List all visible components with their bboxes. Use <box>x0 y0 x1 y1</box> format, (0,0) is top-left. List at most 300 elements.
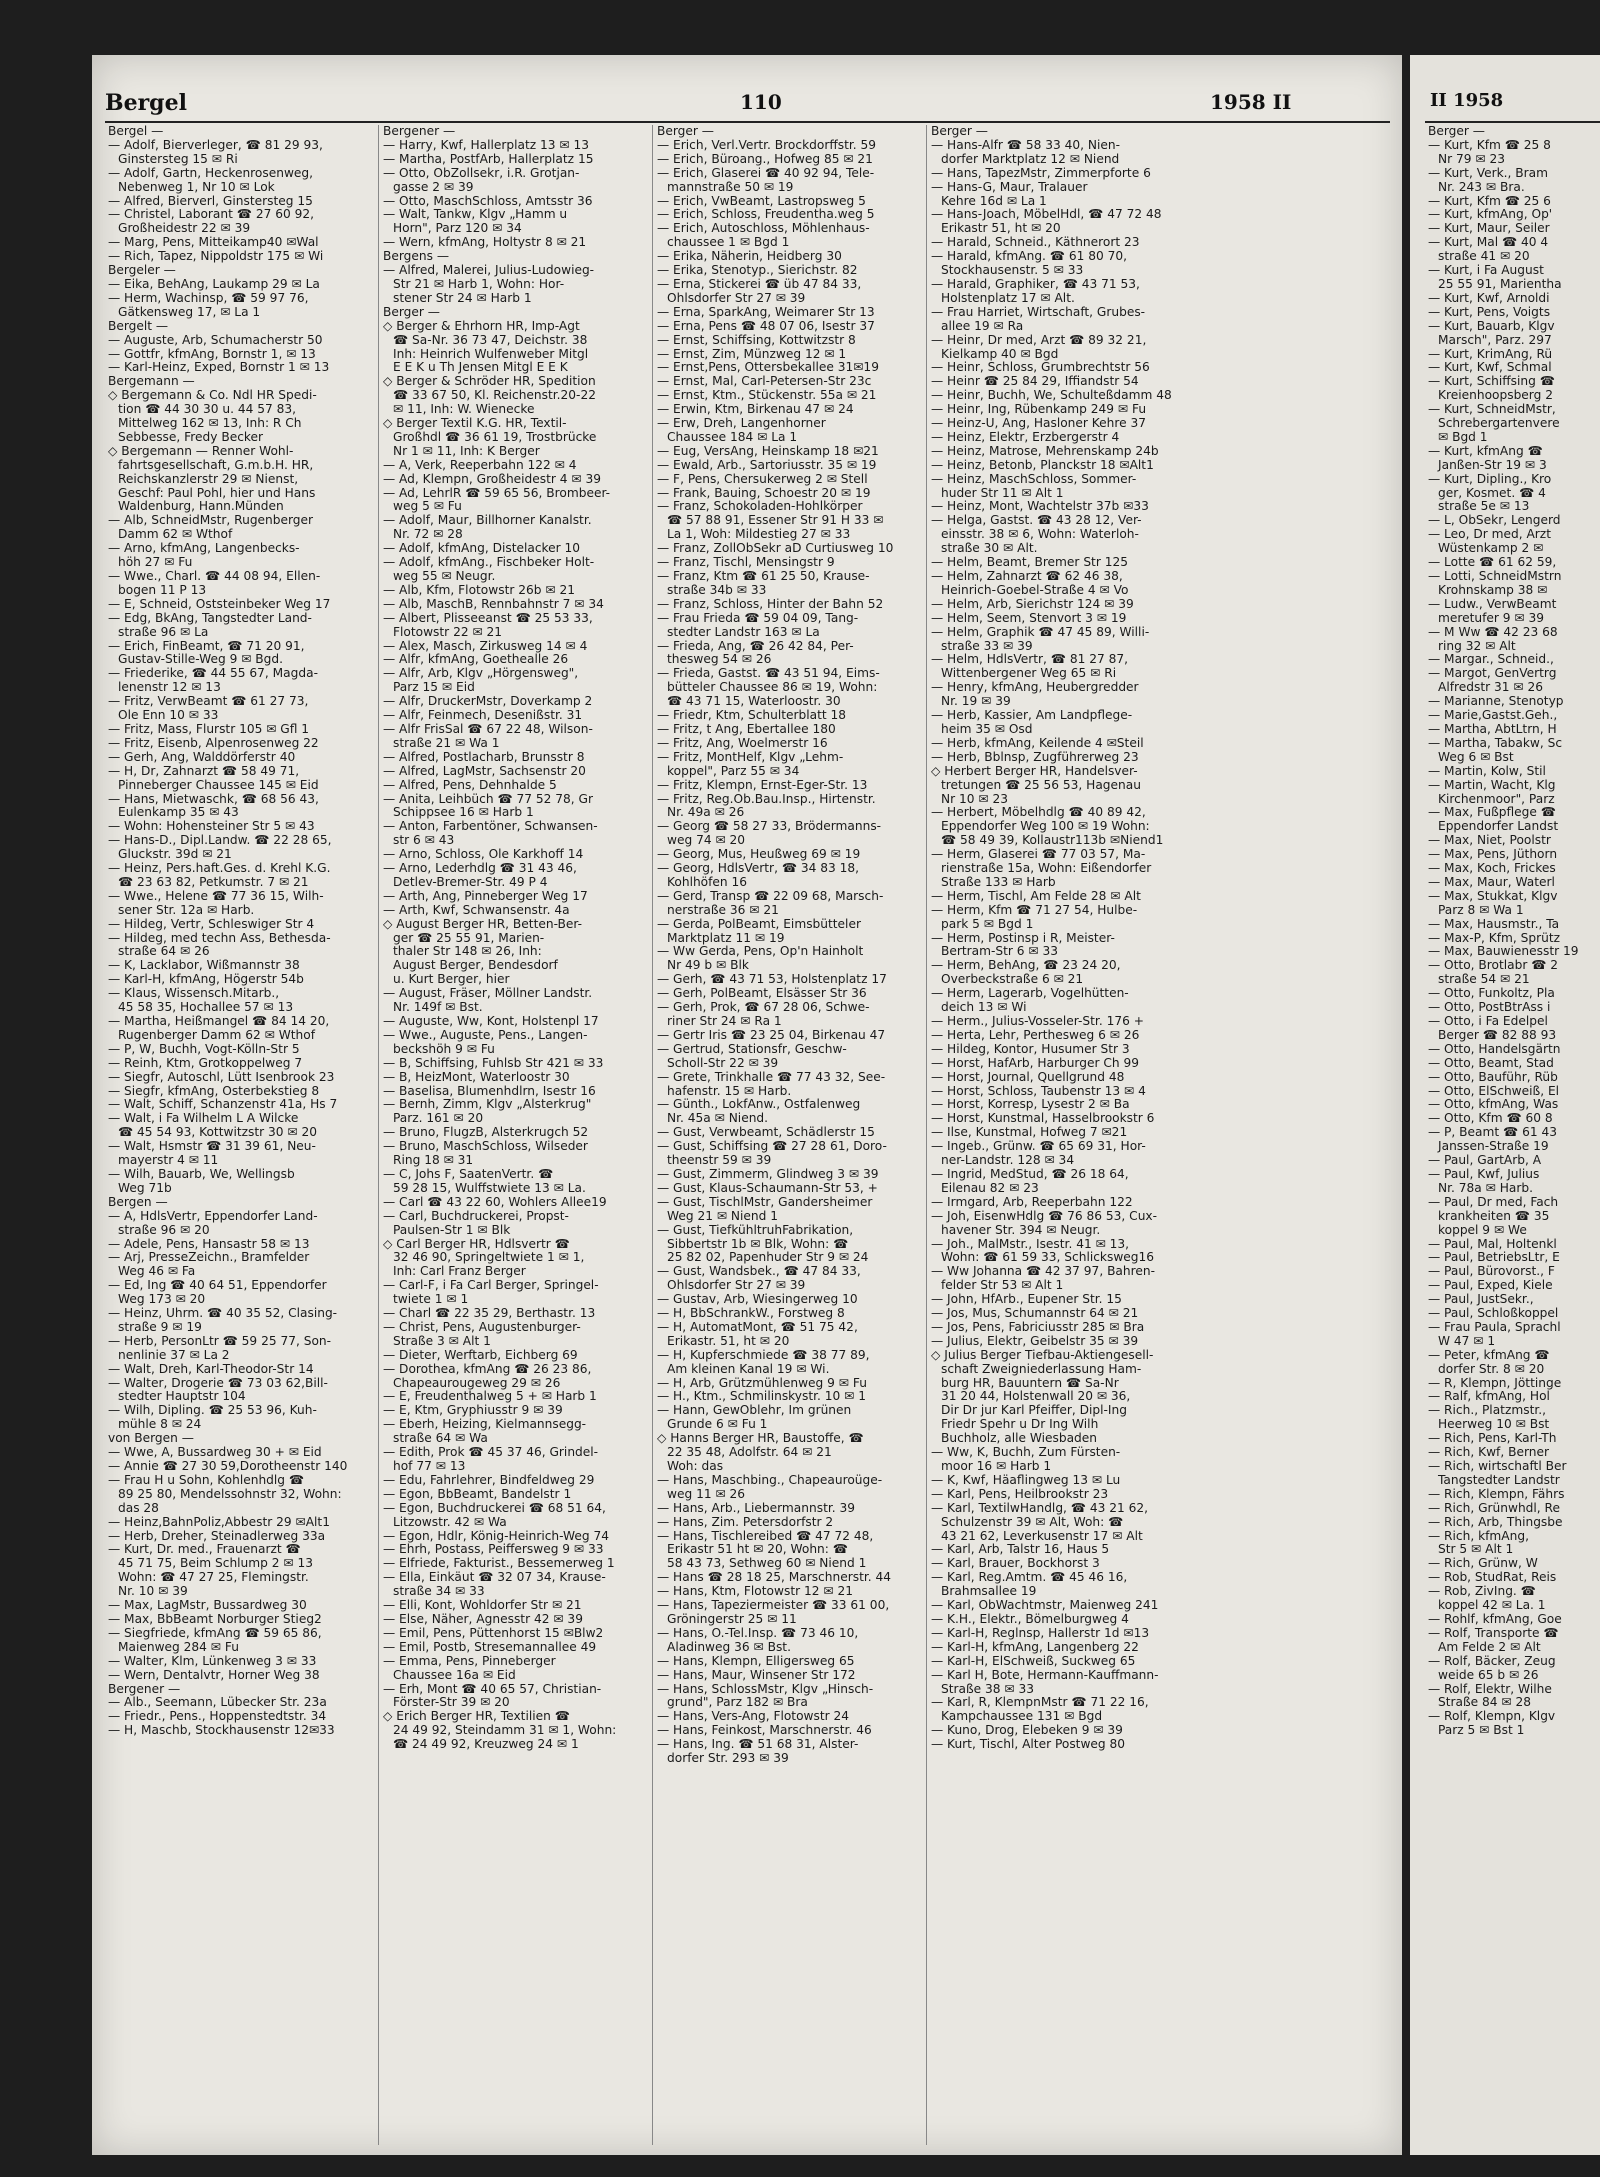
directory-entry: straße 34b ✉ 33 <box>667 583 767 597</box>
column-2 <box>383 125 647 2145</box>
directory-entry: — Edg, BkAng, Tangstedter Land- <box>108 611 312 625</box>
directory-entry: — Günth., LokfAnw., Ostfalenweg <box>657 1098 861 1112</box>
directory-entry: — Arj, PresseZeichn., Bramfelder <box>108 1251 310 1265</box>
directory-entry: Str 5 ✉ Alt 1 <box>1438 1543 1514 1557</box>
directory-entry: — Fritz, Mass, Flurstr 105 ✉ Gfl 1 <box>108 722 310 736</box>
directory-entry: Heerweg 10 ✉ Bst <box>1438 1418 1550 1432</box>
directory-entry: — B, HeizMont, Waterloostr 30 <box>383 1070 570 1084</box>
directory-entry: nerstraße 36 ✉ 21 <box>667 903 779 917</box>
directory-entry: Nebenweg 1, Nr 10 ✉ Lok <box>118 180 275 194</box>
directory-entry: — Erich, Verl.Vertr. Brockdorffstr. 59 <box>657 138 877 152</box>
directory-entry: — Paul, Kwf, Julius <box>1428 1167 1540 1181</box>
directory-entry: — Rich, Kwf, Berner <box>1428 1446 1549 1460</box>
directory-entry: Gröningerstr 25 ✉ 11 <box>667 1612 797 1626</box>
directory-entry: — Hans, Maur, Winsener Str 172 <box>657 1668 856 1682</box>
directory-entry: — Adolf, Maur, Billhorner Kanalstr. <box>383 514 592 528</box>
directory-entry: — Heinr, Buchh, We, Schulteßdamm 48 <box>931 389 1172 403</box>
directory-entry: tretungen ☎ 25 56 53, Hagenau <box>941 778 1141 792</box>
directory-entry: — Lotte ☎ 61 62 59, <box>1428 556 1557 570</box>
directory-entry: — Siegfr, kfmAng, Osterbekstieg 8 <box>108 1084 320 1098</box>
directory-entry: — M Ww ☎ 42 23 68 <box>1428 625 1558 639</box>
directory-entry: — August, Fräser, Möllner Landstr. <box>383 987 593 1001</box>
directory-entry: — Horst, Korresp, Lysestr 2 ✉ Ba <box>931 1098 1130 1112</box>
directory-entry: — Erna, SparkAng, Weimarer Str 13 <box>657 305 875 319</box>
directory-entry: — Alfred, Pens, Dehnhalde 5 <box>383 778 557 792</box>
directory-entry: Aladinweg 36 ✉ Bst. <box>667 1640 791 1654</box>
directory-entry: Erikastr 51 ht ✉ 20, Wohn: ☎ <box>667 1543 848 1557</box>
directory-entry: 22 35 48, Adolfstr. 64 ✉ 21 <box>667 1446 832 1460</box>
directory-entry: — Leo, Dr med, Arzt <box>1428 528 1551 542</box>
directory-entry: — Gerh, Ang, Walddörferstr 40 <box>108 750 296 764</box>
directory-entry: — Adele, Pens, Hansastr 58 ✉ 13 <box>108 1237 310 1251</box>
directory-entry: — Frau Harriet, Wirtschaft, Grubes- <box>931 305 1146 319</box>
directory-entry: 43 21 62, Leverkusenstr 17 ✉ Alt <box>941 1529 1143 1543</box>
directory-entry: 58 43 73, Sethweg 60 ✉ Niend 1 <box>667 1557 867 1571</box>
directory-entry: — Ingeb., Grünw. ☎ 65 69 31, Hor- <box>931 1140 1146 1154</box>
directory-entry: — Helm, Zahnarzt ☎ 62 46 38, <box>931 570 1123 583</box>
directory-entry: — Kurt, KrimAng, Rü <box>1428 347 1553 361</box>
directory-entry: Berger — <box>1428 125 1485 138</box>
year-volume: 1958 II <box>1210 90 1292 114</box>
directory-entry: lenenstr 12 ✉ 13 <box>118 681 221 695</box>
directory-entry: — Rich, Pens, Karl-Th <box>1428 1432 1557 1446</box>
directory-entry: Janssen-Straße 19 <box>1438 1140 1549 1154</box>
directory-entry: — Helm, Graphik ☎ 47 45 89, Willi- <box>931 625 1150 639</box>
directory-entry: — Alb, MaschB, Rennbahnstr 7 ✉ 34 <box>383 597 604 611</box>
directory-entry: Rugenberger Damm 62 ✉ Wthof <box>118 1028 315 1042</box>
directory-entry: — Herb, kfmAng, Keilende 4 ✉Steil <box>931 736 1144 750</box>
directory-entry: — Kurt, Dr. med., Frauenarzt ☎ <box>108 1543 301 1557</box>
directory-entry: — E, Freudenthalweg 5 + ✉ Harb 1 <box>383 1390 597 1404</box>
directory-entry: Bertram-Str 6 ✉ 33 <box>941 945 1059 959</box>
directory-entry: — Marg, Pens, Mitteikamp40 ✉Wal <box>108 236 319 250</box>
directory-entry: — Wwe, A, Bussardweg 30 + ✉ Eid <box>108 1446 322 1460</box>
directory-entry: Erikastr 51, ht ✉ 20 <box>941 222 1061 236</box>
directory-entry: rienstraße 15a, Wohn: Eißendorfer <box>941 862 1152 876</box>
directory-entry: — Gustav, Arb, Wiesingerweg 10 <box>657 1293 858 1307</box>
column-3 <box>657 125 921 2145</box>
directory-entry: — Frieda, Ang, ☎ 26 42 84, Per- <box>657 639 854 653</box>
directory-entry: — Heinz, Matrose, Mehrenskamp 24b <box>931 444 1159 458</box>
directory-entry: koppel", Parz 55 ✉ 34 <box>667 764 800 778</box>
directory-entry: — Paul, Exped, Kiele <box>1428 1279 1553 1293</box>
directory-entry: Nr. 49a ✉ 26 <box>667 806 745 820</box>
directory-entry: Parz 8 ✉ Wa 1 <box>1438 903 1524 917</box>
directory-entry: — Annie ☎ 27 30 59,Dorotheenstr 140 <box>108 1460 348 1473</box>
directory-entry: — Herb, Dreher, Steinadlerweg 33a <box>108 1529 326 1543</box>
directory-entry: — Otto, PostBtrAss i <box>1428 1001 1551 1015</box>
directory-entry: — Margar., Schneid., <box>1428 653 1554 667</box>
directory-entry: — Alfr FrisSal ☎ 67 22 48, Wilson- <box>383 722 593 736</box>
directory-entry: — Friedr., Pens., Hoppenstedtstr. 34 <box>108 1710 327 1724</box>
directory-entry: — Kurt, Bauarb, Klgv <box>1428 319 1555 333</box>
directory-entry: sener Str. 12a ✉ Harb. <box>118 903 255 917</box>
directory-entry: Nr. 10 ✉ 39 <box>118 1585 188 1599</box>
directory-entry: — Kuno, Drog, Elebeken 9 ✉ 39 <box>931 1724 1123 1738</box>
directory-entry: — Gertr Iris ☎ 23 25 04, Birkenau 47 <box>657 1028 886 1042</box>
directory-entry: — Kurt, Kwf, Arnoldi <box>1428 291 1550 305</box>
directory-entry: — Gust, Wandsbek., ☎ 47 84 33, <box>657 1265 861 1279</box>
directory-entry: — H, Dr, Zahnarzt ☎ 58 49 71, <box>108 764 300 778</box>
directory-entry: — Martin, Kolw, Stil <box>1428 764 1546 778</box>
directory-entry: — Wilh, Bauarb, We, Wellingsb <box>108 1167 295 1181</box>
directory-entry: stedter Landstr 163 ✉ La <box>667 625 820 639</box>
directory-entry: — Marie,Gastst.Geh., <box>1428 709 1558 723</box>
directory-entry: — Anton, Farbentöner, Schwansen- <box>383 820 598 834</box>
directory-entry: Chaussee 184 ✉ La 1 <box>667 430 798 444</box>
directory-entry: Wohn: ☎ 47 27 25, Flemingstr. <box>118 1571 309 1585</box>
directory-entry: ☎ Sa-Nr. 36 73 47, Deichstr. 38 <box>393 333 588 347</box>
directory-entry: — Adolf, kfmAng, Distelacker 10 <box>383 542 581 556</box>
directory-entry: — Herm, Glaserei ☎ 77 03 57, Ma- <box>931 848 1146 862</box>
directory-entry: 25 55 91, Marientha <box>1438 277 1562 291</box>
directory-entry: Kielkamp 40 ✉ Bgd <box>941 347 1059 361</box>
directory-entry: — Paul, Mal, Holtenkl <box>1428 1237 1557 1251</box>
directory-entry: — Walt, i Fa Wilhelm L A Wilcke <box>108 1112 299 1126</box>
directory-entry: — Heinr, Ing, Rübenkamp 249 ✉ Fu <box>931 403 1147 417</box>
directory-entry: Reichskanzlerstr 29 ✉ Nienst, <box>118 472 299 486</box>
directory-entry: Weg 173 ✉ 20 <box>118 1293 206 1307</box>
directory-entry: 32 46 90, Springeltwiete 1 ✉ 1, <box>393 1251 585 1265</box>
directory-entry: — Gust, Klaus-Schaumann-Str 53, + <box>657 1181 878 1195</box>
directory-entry: — Karl, Brauer, Bockhorst 3 <box>931 1557 1100 1571</box>
directory-entry: — Kurt, Kwf, Schmal <box>1428 361 1552 375</box>
column-5-next-page <box>1428 125 1600 2145</box>
directory-entry: — Horst, Schloss, Taubenstr 13 ✉ 4 <box>931 1084 1146 1098</box>
directory-entry: — Otto, MaschSchloss, Amtsstr 36 <box>383 194 593 208</box>
directory-entry: Tangstedter Landstr <box>1438 1473 1560 1487</box>
directory-entry: straße 5e ✉ 13 <box>1438 500 1530 514</box>
directory-entry: — Carl, Buchdruckerei, Propst- <box>383 1209 569 1223</box>
directory-entry: Ring 18 ✉ 31 <box>393 1154 474 1168</box>
directory-entry: — Erich, FinBeamt, ☎ 71 20 91, <box>108 639 305 653</box>
directory-entry: — Frau H u Sohn, Kohlenhdlg ☎ <box>108 1473 305 1487</box>
directory-entry: — Herm, BehAng, ☎ 23 24 20, <box>931 959 1121 973</box>
directory-entry: — Hans, Ktm, Flotowstr 12 ✉ 21 <box>657 1585 853 1599</box>
directory-entry: 45 71 75, Beim Schlump 2 ✉ 13 <box>118 1557 313 1571</box>
directory-entry: weg 74 ✉ 20 <box>667 834 746 848</box>
directory-entry: Flotowstr 22 ✉ 21 <box>393 625 503 639</box>
directory-entry: ◇ Erich Berger HR, Textilien ☎ <box>383 1710 570 1724</box>
directory-entry: — Otto, Kfm ☎ 60 8 <box>1428 1112 1553 1126</box>
directory-entry: — Hans-G, Maur, Tralauer <box>931 180 1088 194</box>
directory-entry: — Heinr, Schloss, Grumbrechtstr 56 <box>931 361 1150 375</box>
directory-entry: — Gerh, PolBeamt, Elsässer Str 36 <box>657 987 867 1001</box>
directory-entry: — Rich, Grünwhdl, Re <box>1428 1501 1560 1515</box>
directory-entry: — Karl, TextilwHandlg, ☎ 43 21 62, <box>931 1501 1149 1515</box>
directory-entry: — Karl H, Bote, Hermann-Kauffmann- <box>931 1668 1159 1682</box>
directory-entry: — Erich, VwBeamt, Lastropsweg 5 <box>657 194 866 208</box>
directory-entry: Dir Dr jur Karl Pfeiffer, Dipl-Ing <box>941 1404 1127 1418</box>
directory-entry: — Horst, Kunstmal, Hasselbrookstr 6 <box>931 1112 1155 1126</box>
directory-entry: — L, ObSekr, Lengerd <box>1428 514 1561 528</box>
directory-entry: — Hans, Zim. Petersdorfstr 2 <box>657 1515 834 1529</box>
directory-entry: — Hans, O.-Tel.Insp. ☎ 73 46 10, <box>657 1626 859 1640</box>
directory-entry: Nr. 19 ✉ 39 <box>941 695 1011 709</box>
directory-entry: meretufer 9 ✉ 39 <box>1438 611 1545 625</box>
directory-entry: — Georg ☎ 58 27 33, Brödermanns- <box>657 820 882 834</box>
directory-entry: — Arth, Ang, Pinneberger Weg 17 <box>383 889 588 903</box>
directory-entry: — Gerh, ☎ 43 71 53, Holstenplatz 17 <box>657 973 887 987</box>
directory-entry: — Erich, Glaserei ☎ 40 92 94, Tele- <box>657 166 875 180</box>
directory-entry: ☎ 45 54 93, Kottwitzstr 30 ✉ 20 <box>118 1126 317 1140</box>
directory-entry: — Ella, Einkäut ☎ 32 07 34, Krause- <box>383 1571 606 1585</box>
directory-entry: Sebbesse, Fredy Becker <box>118 430 264 444</box>
directory-entry: Sibbertstr 1b ✉ Blk, Wohn: ☎ <box>667 1237 849 1251</box>
directory-entry: schaft Zweigniederlassung Ham- <box>941 1362 1142 1376</box>
directory-entry: — Rohlf, kfmAng, Goe <box>1428 1612 1562 1626</box>
directory-entry: — Hildeg, Vertr, Schleswiger Str 4 <box>108 917 315 931</box>
directory-entry: ner-Landstr. 128 ✉ 34 <box>941 1154 1075 1168</box>
directory-entry: — Walt, Tankw, Klgv „Hamm u <box>383 208 568 222</box>
column-separator <box>926 125 927 2145</box>
directory-entry: — Reinh, Ktm, Grotkoppelweg 7 <box>108 1056 303 1070</box>
directory-entry: — Harald, Schneid., Käthnerort 23 <box>931 236 1140 250</box>
directory-entry: — Otto, i Fa Edelpel <box>1428 1015 1548 1028</box>
directory-entry: — Walt, Dreh, Karl-Theodor-Str 14 <box>108 1362 314 1376</box>
directory-entry: weg 5 ✉ Fu <box>393 500 462 514</box>
directory-entry: — Ernst,Pens, Ottersbekallee 31✉19 <box>657 361 879 375</box>
directory-entry: — Karl-H, ElSchweiß, Suckweg 65 <box>931 1654 1136 1668</box>
directory-entry: Berger — <box>657 125 714 138</box>
directory-entry: — Otto, ObZollsekr, i.R. Grotjan- <box>383 166 580 180</box>
directory-entry: — Karl-Heinz, Exped, Bornstr 1 ✉ 13 <box>108 361 330 375</box>
directory-entry: — Carl-F, i Fa Carl Berger, Springel- <box>383 1279 599 1293</box>
directory-entry: — Auguste, Ww, Kont, Holstenpl 17 <box>383 1015 599 1028</box>
directory-entry: — Siegfr, Autoschl, Lütt Isenbrook 23 <box>108 1070 335 1084</box>
directory-entry: straße 41 ✉ 20 <box>1438 250 1530 264</box>
directory-entry: — Heinz,BahnPoliz,Abbestr 29 ✉Alt1 <box>108 1515 330 1529</box>
directory-entry: Bergens — <box>383 250 450 264</box>
directory-entry: weg 55 ✉ Neugr. <box>393 570 496 583</box>
directory-entry: Chapeaurougeweg 29 ✉ 26 <box>393 1376 561 1390</box>
directory-entry: — Irmgard, Arb, Reeperbahn 122 <box>931 1195 1133 1209</box>
directory-entry: — Alb, Kfm, Flotowstr 26b ✉ 21 <box>383 583 575 597</box>
directory-entry: Maienweg 284 ✉ Fu <box>118 1640 239 1654</box>
directory-entry: — Gust, TiefkühltruhFabrikation, <box>657 1223 854 1237</box>
directory-entry: thaler Str 148 ✉ 26, Inh: <box>393 945 542 959</box>
directory-entry: ✉ 11, Inh: W. Wienecke <box>393 403 535 417</box>
directory-entry: grund", Parz 182 ✉ Bra <box>667 1696 808 1710</box>
directory-entry: — F, Pens, Chersukerweg 2 ✉ Stell <box>657 472 868 486</box>
directory-entry: ◇ Herbert Berger HR, Handelsver- <box>931 764 1138 778</box>
directory-entry: — Herta, Lehr, Perthesweg 6 ✉ 26 <box>931 1028 1140 1042</box>
directory-entry: Damm 62 ✉ Wthof <box>118 528 233 542</box>
directory-entry: — Eika, BehAng, Laukamp 29 ✉ La <box>108 277 320 291</box>
directory-entry: — Max, BbBeamt Norburger Stieg2 <box>108 1612 322 1626</box>
directory-entry: — Heinr, Dr med, Arzt ☎ 89 32 21, <box>931 333 1147 347</box>
column-4 <box>931 125 1195 2145</box>
directory-entry: — Heinz-U, Ang, Hasloner Kehre 37 <box>931 417 1147 431</box>
directory-entry: chaussee 1 ✉ Bgd 1 <box>667 236 790 250</box>
directory-entry: — Rich, Grünw, W <box>1428 1557 1538 1571</box>
directory-entry: — Ernst, Zim, Münzweg 12 ✉ 1 <box>657 347 847 361</box>
directory-entry: Scholl-Str 22 ✉ 39 <box>667 1056 779 1070</box>
directory-entry: 25 82 02, Papenhuder Str 9 ✉ 24 <box>667 1251 869 1265</box>
directory-entry: Krohnskamp 38 ✉ <box>1438 583 1548 597</box>
directory-entry: — Karl, ObWachtmstr, Maienweg 241 <box>931 1599 1159 1613</box>
directory-entry: — Franz, Ktm ☎ 61 25 50, Krause- <box>657 570 870 583</box>
directory-entry: koppel 9 ✉ We <box>1438 1223 1527 1237</box>
directory-entry: Kirchenmoor", Parz <box>1438 792 1555 806</box>
directory-entry: — Fritz, VerwBeamt ☎ 61 27 73, <box>108 695 309 709</box>
directory-entry: — Martin, Wacht, Klg <box>1428 778 1556 792</box>
directory-entry: — Kurt, Kfm ☎ 25 8 <box>1428 138 1551 152</box>
directory-entry: — Rich., Platzmstr., <box>1428 1404 1546 1418</box>
directory-entry: — Rich, Arb, Thingsbe <box>1428 1515 1563 1529</box>
directory-entry: — Siegfriede, kfmAng ☎ 59 65 86, <box>108 1626 322 1640</box>
directory-entry: — K, Lacklabor, Wißmannstr 38 <box>108 959 300 973</box>
directory-entry: Inh: Carl Franz Berger <box>393 1265 526 1279</box>
directory-entry: Overbeckstraße 6 ✉ 21 <box>941 973 1084 987</box>
directory-entry: Eulenkamp 35 ✉ 43 <box>118 806 239 820</box>
directory-entry: — Adolf, Bierverleger, ☎ 81 29 93, <box>108 138 323 152</box>
directory-entry: 45 58 35, Hochallee 57 ✉ 13 <box>118 1001 294 1015</box>
directory-entry: — Erich, Autoschloss, Möhlenhaus- <box>657 222 870 236</box>
directory-entry: — Else, Näher, Agnesstr 42 ✉ 39 <box>383 1612 583 1626</box>
directory-entry: — Fritz, Ang, Woelmerstr 16 <box>657 736 828 750</box>
directory-entry: — Frau Frieda ☎ 59 04 09, Tang- <box>657 611 859 625</box>
directory-entry: ☎ 33 67 50, Kl. Reichenstr.20-22 <box>393 389 596 403</box>
directory-entry: — H, Arb, Grützmühlenweg 9 ✉ Fu <box>657 1376 867 1390</box>
directory-entry: — Bruno, FlugzB, Alsterkrugch 52 <box>383 1126 589 1140</box>
directory-entry: — Wern, kfmAng, Holtystr 8 ✉ 21 <box>383 236 587 250</box>
directory-entry: — Helm, Seem, Stenvort 3 ✉ 19 <box>931 611 1127 625</box>
directory-entry: — Wwe., Charl. ☎ 44 08 94, Ellen- <box>108 570 321 583</box>
directory-entry: — H, AutomatMont, ☎ 51 75 42, <box>657 1320 858 1334</box>
directory-entry: — Harald, kfmAng. ☎ 61 80 70, <box>931 250 1128 264</box>
directory-entry: Gustav-Stille-Weg 9 ✉ Bgd. <box>118 653 283 667</box>
directory-entry: 59 28 15, Wulffstwiete 13 ✉ La. <box>393 1181 586 1195</box>
directory-entry: — Erna, Pens ☎ 48 07 06, Isestr 37 <box>657 319 875 333</box>
directory-entry: — Rolf, Bäcker, Zeug <box>1428 1654 1556 1668</box>
directory-entry: — Otto, kfmAng, Was <box>1428 1098 1559 1112</box>
directory-entry: — Emma, Pens, Pinneberger <box>383 1654 556 1668</box>
directory-entry: Bergeler — <box>108 264 176 278</box>
directory-entry: weide 65 b ✉ 26 <box>1438 1668 1539 1682</box>
directory-entry: Bergel — <box>108 125 164 138</box>
next-page-header-rule <box>1425 121 1600 123</box>
directory-entry: bütteler Chaussee 86 ✉ 19, Wohn: <box>667 681 878 695</box>
directory-entry: mannstraße 50 ✉ 19 <box>667 180 794 194</box>
directory-entry: — Kurt, i Fa August <box>1428 264 1544 278</box>
directory-entry: — Paul, GartArb, A <box>1428 1154 1542 1168</box>
directory-entry: — Hans, SchlossMstr, Klgv „Hinsch- <box>657 1682 874 1696</box>
directory-entry: — Hans, Tapeziermeister ☎ 33 61 00, <box>657 1599 890 1613</box>
directory-entry: — Harald, Graphiker, ☎ 43 71 53, <box>931 277 1140 291</box>
directory-entry: — Karl, Arb, Talstr 16, Haus 5 <box>931 1543 1110 1557</box>
directory-entry: Großheidestr 22 ✉ 39 <box>118 222 251 236</box>
directory-entry: — Kurt, Schiffsing ☎ <box>1428 375 1555 389</box>
directory-entry: — Horst, HafArb, Harburger Ch 99 <box>931 1056 1139 1070</box>
directory-entry: — Otto, ElSchweiß, El <box>1428 1084 1560 1098</box>
directory-entry: str 6 ✉ 43 <box>393 834 455 848</box>
directory-entry: höh 27 ✉ Fu <box>118 556 193 570</box>
directory-entry: — Jos, Mus, Schumannstr 64 ✉ 21 <box>931 1307 1139 1321</box>
directory-entry: Pinneberger Chaussee 145 ✉ Eid <box>118 778 319 792</box>
directory-entry: — Kurt, Maur, Seiler <box>1428 222 1550 236</box>
directory-entry: Nr 10 ✉ 23 <box>941 792 1008 806</box>
directory-entry: weg 11 ✉ 26 <box>667 1487 746 1501</box>
directory-entry: — Hans-Alfr ☎ 58 33 40, Nien- <box>931 138 1120 152</box>
directory-entry: ☎ 43 71 15, Waterloostr. 30 <box>667 695 841 709</box>
directory-entry: — Karl-H, kfmAng, Högerstr 54b <box>108 973 304 987</box>
directory-entry: — Herb, PersonLtr ☎ 59 25 77, Son- <box>108 1334 332 1348</box>
directory-entry: Nr. 45a ✉ Niend. <box>667 1112 769 1126</box>
directory-entry: — Peter, kfmAng ☎ <box>1428 1348 1550 1362</box>
directory-entry: — Herm, Postinsp i R, Meister- <box>931 931 1115 945</box>
directory-entry: Nr. 72 ✉ 28 <box>393 528 463 542</box>
directory-entry: — Egon, Hdlr, König-Heinrich-Weg 74 <box>383 1529 610 1543</box>
directory-entry: — Max, Maur, Waterl <box>1428 875 1555 889</box>
directory-entry: — Julius, Elektr, Geibelstr 35 ✉ 39 <box>931 1334 1139 1348</box>
directory-entry: E E K u Th Jensen Mitgl E E K <box>393 361 568 375</box>
next-page-year-volume: II 1958 <box>1430 90 1504 111</box>
directory-entry: Wittenbergener Weg 65 ✉ Ri <box>941 667 1117 681</box>
directory-entry: — Adolf, kfmAng., Fischbeker Holt- <box>383 556 595 570</box>
directory-entry: — Max, Bauwienesstr 19 <box>1428 945 1579 959</box>
directory-entry: — Herm., Julius-Vosseler-Str. 176 + <box>931 1015 1144 1028</box>
directory-entry: — Herm, Kfm ☎ 71 27 54, Hulbe- <box>931 903 1138 917</box>
directory-entry: — Hans, Feinkost, Marschnerstr. 46 <box>657 1724 872 1738</box>
directory-entry: — Ewald, Arb., Sartoriusstr. 35 ✉ 19 <box>657 458 877 472</box>
directory-entry: ☎ 24 49 92, Kreuzweg 24 ✉ 1 <box>393 1738 579 1752</box>
directory-entry: — Erw, Dreh, Langenhorner <box>657 417 826 431</box>
directory-entry: deich 13 ✉ Wi <box>941 1001 1027 1015</box>
directory-entry: — Ed, Ing ☎ 40 64 51, Eppendorfer <box>108 1279 327 1293</box>
directory-entry: — Bruno, MaschSchloss, Wilseder <box>383 1140 588 1154</box>
directory-entry: — Rob, ZivIng. ☎ <box>1428 1585 1536 1599</box>
directory-entry: ☎ 58 49 39, Kollaustr113b ✉Niend1 <box>941 834 1164 848</box>
directory-entry: — H, Maschb, Stockhausenstr 12✉33 <box>108 1724 335 1738</box>
directory-entry: — Erika, Näherin, Heidberg 30 <box>657 250 842 264</box>
directory-entry: — Emil, Pens, Püttenhorst 15 ✉Blw2 <box>383 1626 604 1640</box>
directory-entry: — Ludw., VerwBeamt <box>1428 597 1557 611</box>
directory-entry: — P, Beamt ☎ 61 43 <box>1428 1126 1557 1140</box>
directory-entry: — E, Schneid, Oststeinbeker Weg 17 <box>108 597 331 611</box>
directory-entry: — Max, Koch, Frickes <box>1428 862 1556 876</box>
directory-entry: Straße 133 ✉ Harb <box>941 875 1056 889</box>
directory-entry: Nr. 243 ✉ Bra. <box>1438 180 1525 194</box>
directory-entry: — Martha, Heißmangel ☎ 84 14 20, <box>108 1015 330 1028</box>
directory-entry: — Heinz, MaschSchloss, Sommer- <box>931 472 1137 486</box>
directory-entry: — Kurt, Mal ☎ 40 4 <box>1428 236 1549 250</box>
directory-entry: ◇ Berger & Ehrhorn HR, Imp-Agt <box>383 319 580 333</box>
directory-entry: — Harry, Kwf, Hallerplatz 13 ✉ 13 <box>383 138 589 152</box>
directory-entry: — Margot, GenVertrg <box>1428 667 1557 681</box>
directory-entry: — Elli, Kont, Wohldorfer Str ✉ 21 <box>383 1599 582 1613</box>
directory-entry: — Gust, TischlMstr, Gandersheimer <box>657 1195 873 1209</box>
directory-entry: — Karl-H, kfmAng, Langenberg 22 <box>931 1640 1139 1654</box>
directory-entry: — Rich, kfmAng, <box>1428 1529 1529 1543</box>
directory-entry: — Rolf, Klempn, Klgv <box>1428 1710 1556 1724</box>
directory-entry: Kehre 16d ✉ La 1 <box>941 194 1047 208</box>
directory-entry: Bergelt — <box>108 319 169 333</box>
directory-entry: — Emil, Postb, Stresemannallee 49 <box>383 1640 597 1654</box>
directory-entry: — Paul, JustSekr., <box>1428 1293 1534 1307</box>
directory-entry: — Erich, Büroang., Hofweg 85 ✉ 21 <box>657 152 873 166</box>
directory-entry: von Bergen — <box>108 1432 194 1446</box>
directory-entry: — Rolf, Transporte ☎ <box>1428 1626 1559 1640</box>
directory-entry: — A, HdlsVertr, Eppendorfer Land- <box>108 1209 318 1223</box>
directory-entry: — Gertrud, Stationsfr, Geschw- <box>657 1042 847 1056</box>
directory-entry: Am kleinen Kanal 19 ✉ Wi. <box>667 1362 830 1376</box>
directory-entry: ◇ Berger Textil K.G. HR, Textil- <box>383 417 567 431</box>
directory-entry: felder Str 53 ✉ Alt 1 <box>941 1279 1064 1293</box>
directory-entry: straße 34 ✉ 33 <box>393 1585 485 1599</box>
directory-entry: ◇ Hanns Berger HR, Baustoffe, ☎ <box>657 1432 864 1446</box>
directory-entry: August Berger, Bendesdorf <box>393 959 558 973</box>
